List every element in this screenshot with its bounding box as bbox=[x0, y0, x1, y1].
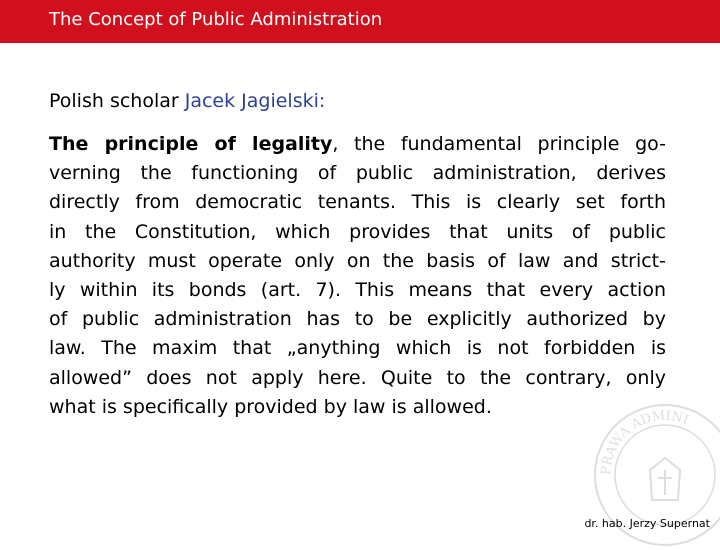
body-paragraph bbox=[49, 130, 666, 422]
footer-author: dr. hab. Jerzy Supernat bbox=[584, 517, 710, 530]
intro-prefix: Polish scholar bbox=[49, 90, 185, 112]
slide-title: The Concept of Public Administration bbox=[49, 9, 383, 30]
seal-lettering: PRAWA ADMINI bbox=[598, 408, 691, 476]
paragraph-line: of public administration has to be explicitly authorized by bbox=[49, 308, 666, 331]
paragraph-line: allowed” does not apply here. Quite to the contrary, only bbox=[49, 366, 666, 389]
paragraph-line: verning the functioning of public administration, derives bbox=[49, 162, 666, 185]
paragraph-line: authority must operate only on the basis of law and strict- bbox=[49, 249, 666, 272]
header-bar bbox=[0, 0, 720, 43]
paragraph-line: what is specifically provided by law is allowed. bbox=[49, 395, 492, 418]
paragraph-line: The principle of legality, the fundamental principle go- bbox=[49, 133, 666, 155]
intro-line bbox=[49, 88, 325, 114]
author-name: Jacek Jagielski: bbox=[184, 90, 326, 112]
paragraph-line: ly within its bonds (art. 7). This means that every action bbox=[49, 279, 666, 302]
paragraph-line: law. The maxim that „anything which is not forbidden is bbox=[49, 337, 666, 360]
principle-term: The principle of legality bbox=[49, 133, 333, 155]
paragraph-line: directly from democratic tenants. This is clearly set forth bbox=[49, 191, 666, 214]
paragraph-line: in the Constitution, which provides that units of public bbox=[49, 220, 666, 243]
